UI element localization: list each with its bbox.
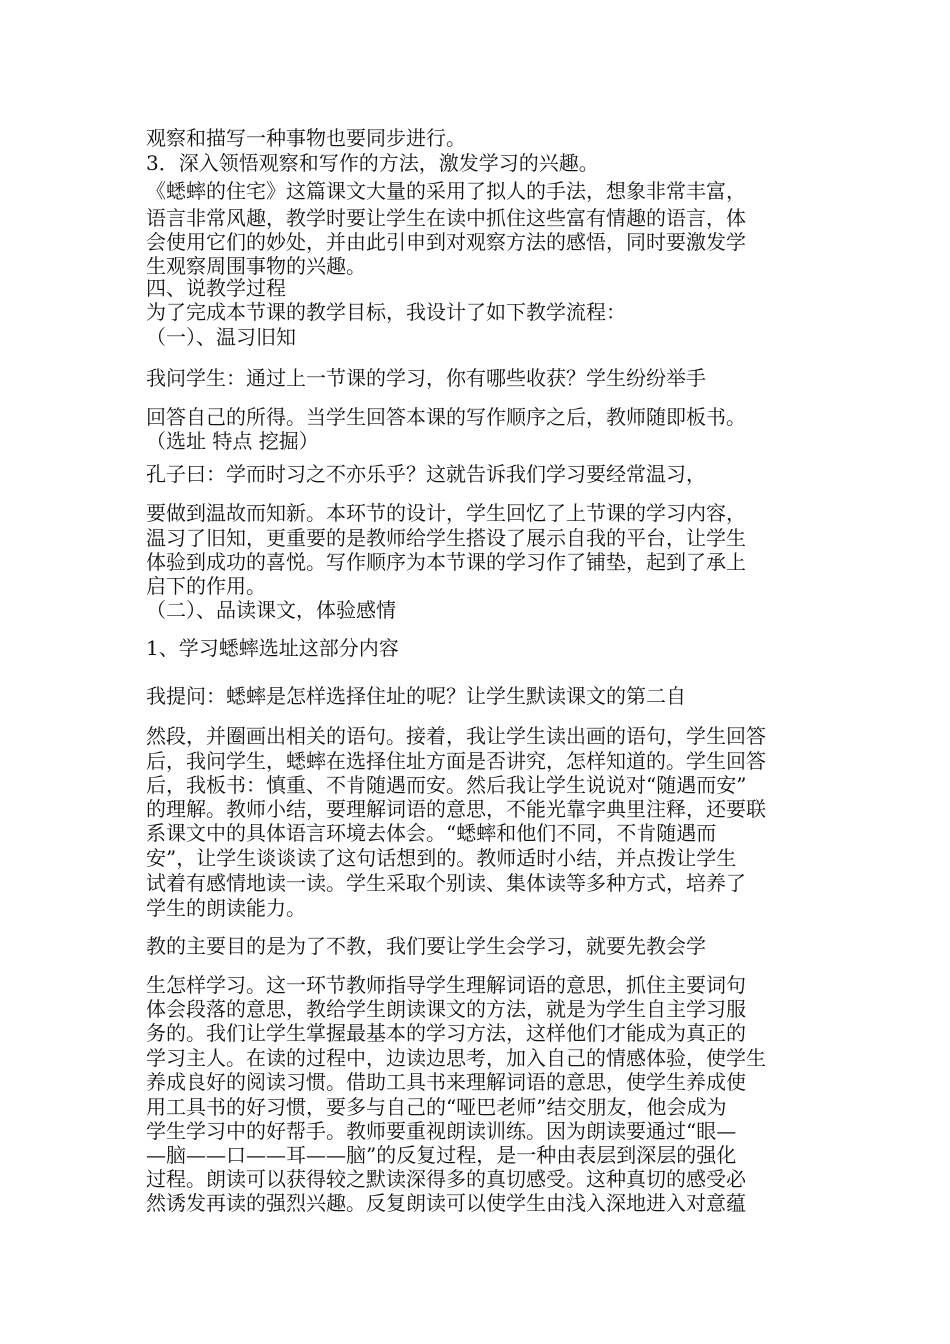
text-line: 回答自己的所得。当学生回答本课的写作顺序之后，教师随即板书。: [146, 405, 746, 429]
subsection-heading: 1、学习蟋蟀选址这部分内容: [146, 636, 399, 660]
text-line: 生观察周围事物的兴趣。: [146, 254, 366, 278]
text-line: （选址 特点 挖掘）: [146, 429, 319, 453]
text-line: 体会段落的意思，教给学生朗读课文的方法，就是为学生自主学习服: [146, 997, 746, 1021]
text-line: 学生的朗读能力。: [146, 896, 306, 920]
text-line: 语言非常风趣，教学时要让学生在读中抓住这些富有情趣的语言，体: [146, 206, 746, 230]
text-line: 后，我问学生，蟋蟀在选择住址方面是否讲究，怎样知道的。学生回答: [146, 749, 766, 773]
text-line: 生怎样学习。这一环节教师指导学生理解词语的意思，抓住主要词句: [146, 973, 746, 997]
text-line: 务的。我们让学生掌握最基本的学习方法，这样他们才能成为真正的: [146, 1021, 746, 1045]
text-line: 过程。朗读可以获得较之默读深得多的真切感受。这种真切的感受必: [146, 1167, 746, 1191]
text-line: —脑——口——耳——脑”的反复过程，是一种由表层到深层的强化: [146, 1143, 737, 1167]
text-line: 体验到成功的喜悦。写作顺序为本节课的学习作了铺垫，起到了承上: [146, 550, 746, 574]
text-line: 的理解。教师小结，要理解词语的意思，不能光靠字典里注释，还要联: [146, 797, 766, 821]
subsection-heading: （一）、温习旧知: [146, 325, 296, 349]
text-line: 会使用它们的妙处，并由此引申到对观察方法的感悟，同时要激发学: [146, 230, 746, 254]
text-line: 3．深入领悟观察和写作的方法，激发学习的兴趣。: [146, 151, 599, 175]
text-line: 后，我板书：慎重、不肯随遇而安。然后我让学生说说对“随遇而安”: [146, 773, 747, 797]
text-line: 学习主人。在读的过程中，边读边思考，加入自己的情感体验，使学生: [146, 1046, 766, 1070]
subsection-heading: （二）、品读课文，体验感情: [146, 598, 396, 622]
text-line: 然段，并圈画出相关的语句。接着，我让学生读出画的语句，学生回答: [146, 724, 766, 748]
text-line: 《蟋蟀的住宅》这篇课文大量的采用了拟人的手法，想象非常丰富，: [146, 179, 746, 203]
text-line: 温习了旧知，更重要的是教师给学生搭设了展示自我的平台，让学生: [146, 526, 746, 550]
text-line: 安”，让学生谈谈读了这句话想到的。教师适时小结，并点拨让学生: [146, 846, 737, 870]
text-line: 系课文中的具体语言环境去体会。“蟋蟀和他们不同，不肯随遇而: [146, 821, 717, 845]
text-line: 启下的作用。: [146, 574, 266, 598]
text-line: 养成良好的阅读习惯。借助工具书来理解词语的意思，使学生养成使: [146, 1070, 746, 1094]
text-line: 然诱发再读的强烈兴趣。反复朗读可以使学生由浅入深地进入对意蕴: [146, 1191, 746, 1215]
text-line: 我问学生：通过上一节课的学习，你有哪些收获？学生纷纷举手: [146, 366, 706, 390]
text-line: 观察和描写一种事物也要同步进行。: [146, 126, 466, 150]
text-line: 学生学习中的好帮手。教师要重视朗读训练。因为朗读要通过“眼—: [146, 1119, 737, 1143]
text-line: 为了完成本节课的教学目标，我设计了如下教学流程：: [146, 300, 626, 324]
text-line: 教的主要目的是为了不教，我们要让学生会学习，就要先教会学: [146, 934, 706, 958]
section-heading: 四、说教学过程: [146, 276, 286, 300]
text-line: 我提问：蟋蟀是怎样选择住址的呢？让学生默读课文的第二自: [146, 684, 686, 708]
text-line: 要做到温故而知新。本环节的设计，学生回忆了上节课的学习内容，: [146, 501, 746, 525]
text-line: 试着有感情地读一读。学生采取个别读、集体读等多种方式，培养了: [146, 871, 746, 895]
text-line: 孔子曰：学而时习之不亦乐乎？这就告诉我们学习要经常温习，: [146, 462, 706, 486]
text-line: 用工具书的好习惯，要多与自己的“哑巴老师”结交朋友，他会成为: [146, 1095, 727, 1119]
